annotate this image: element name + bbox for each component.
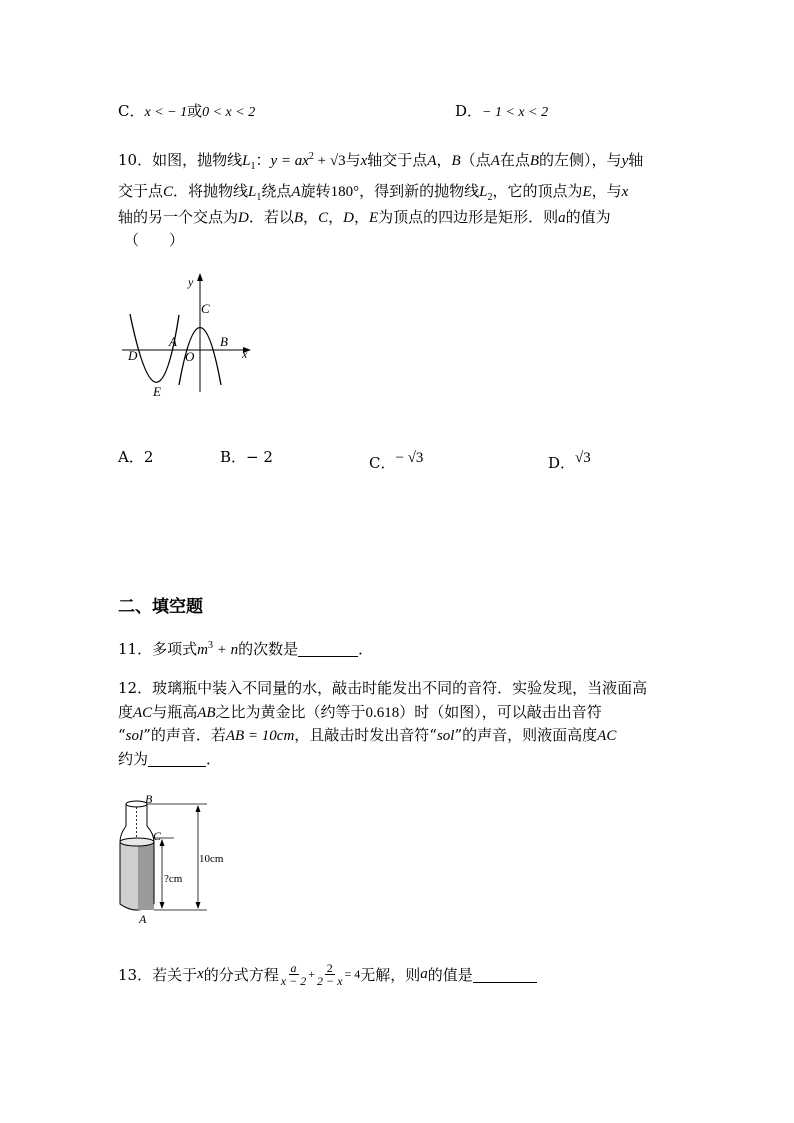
q10-label-a: A	[169, 334, 177, 349]
q10-figure	[118, 270, 258, 400]
q9-option-c: C．x < − 1或0 < x < 2	[118, 102, 256, 120]
q12-bottle-mouth	[126, 801, 147, 807]
q12-label-height: 10cm	[199, 853, 224, 865]
q11: 11．多项式$m^3 + n$的次数是 ．	[118, 640, 374, 658]
q10-label-x: x	[242, 347, 248, 361]
q13-fraction-2: $\frac{2}{2 - x}$	[317, 961, 343, 988]
q10-label-o: O	[185, 349, 195, 364]
q12-label-a: A	[139, 912, 147, 926]
q10-line-1: 10．如图，抛物线$L_1$：$y = ax^2 + √3$与x轴交于点A，B（点A在点B的左侧），与y轴	[118, 151, 644, 172]
q12-line-4: 约为 ．	[118, 750, 222, 768]
q11-answer-blank[interactable]	[298, 640, 358, 657]
q13: 13． 若关于 x 的分式方程 $\frac{a}{x - 2}$ + $\frac{2}{2 - x}$ = 4 无解，则 a 的值是	[118, 962, 537, 987]
q10-line-2: 交于点C．将抛物线$L_1$绕点A旋转180°，得到新的抛物线$L_2$，它的顶点为E，与x	[118, 182, 629, 203]
q12-line-1: 12．玻璃瓶中装入不同量的水，敲击时能发出不同的音符．实验发现，当液面高	[118, 679, 648, 697]
q12-line-3: “sol”的声音．若AB = 10cm，且敲击时发出音符“sol”的声音，则液面高度AC	[118, 726, 617, 744]
section-title: 二、填空题	[118, 597, 203, 617]
q10-label-y: y	[188, 275, 194, 289]
q12-label-unknown: ?cm	[164, 873, 183, 885]
q12-water-surface	[120, 838, 154, 846]
q12-line-2: 度AC与瓶高AB之比为黄金比（约等于0.618）时（如图），可以敲击出音符	[118, 703, 602, 721]
q9-option-c-expr-b: 0 < x < 2	[202, 105, 256, 120]
q13-answer-blank[interactable]	[473, 966, 537, 983]
q10-label-b: B	[220, 334, 228, 349]
q10-label-d: D	[128, 348, 138, 363]
q9-option-d-expr: − 1 < x < 2	[482, 105, 549, 120]
q12-label-b: B	[145, 792, 153, 806]
q10-label-c: C	[201, 301, 210, 316]
q10-answer-paren: （ ）	[124, 231, 185, 249]
q10-option-c: C．− √3	[369, 450, 424, 472]
q10-line-3: 轴的另一个交点为D．若以B，C，D，E为顶点的四边形是矩形．则a的值为	[118, 208, 611, 226]
q12-label-c: C	[153, 829, 162, 843]
q10-option-a: A．2	[118, 448, 154, 466]
q10-option-b: B．− 2	[220, 448, 273, 466]
q12-answer-blank[interactable]	[148, 750, 206, 767]
q10-label-e: E	[153, 384, 161, 399]
q9-option-c-expr-a: x < − 1	[144, 105, 188, 120]
q10-y-axis-arrow	[197, 273, 203, 281]
q13-fraction-1: $\frac{a}{x - 2}$	[280, 961, 307, 988]
q12-bottle-figure	[112, 792, 262, 928]
q9-option-d: D．− 1 < x < 2	[455, 102, 549, 120]
q10-option-d: D．√3	[548, 450, 591, 472]
